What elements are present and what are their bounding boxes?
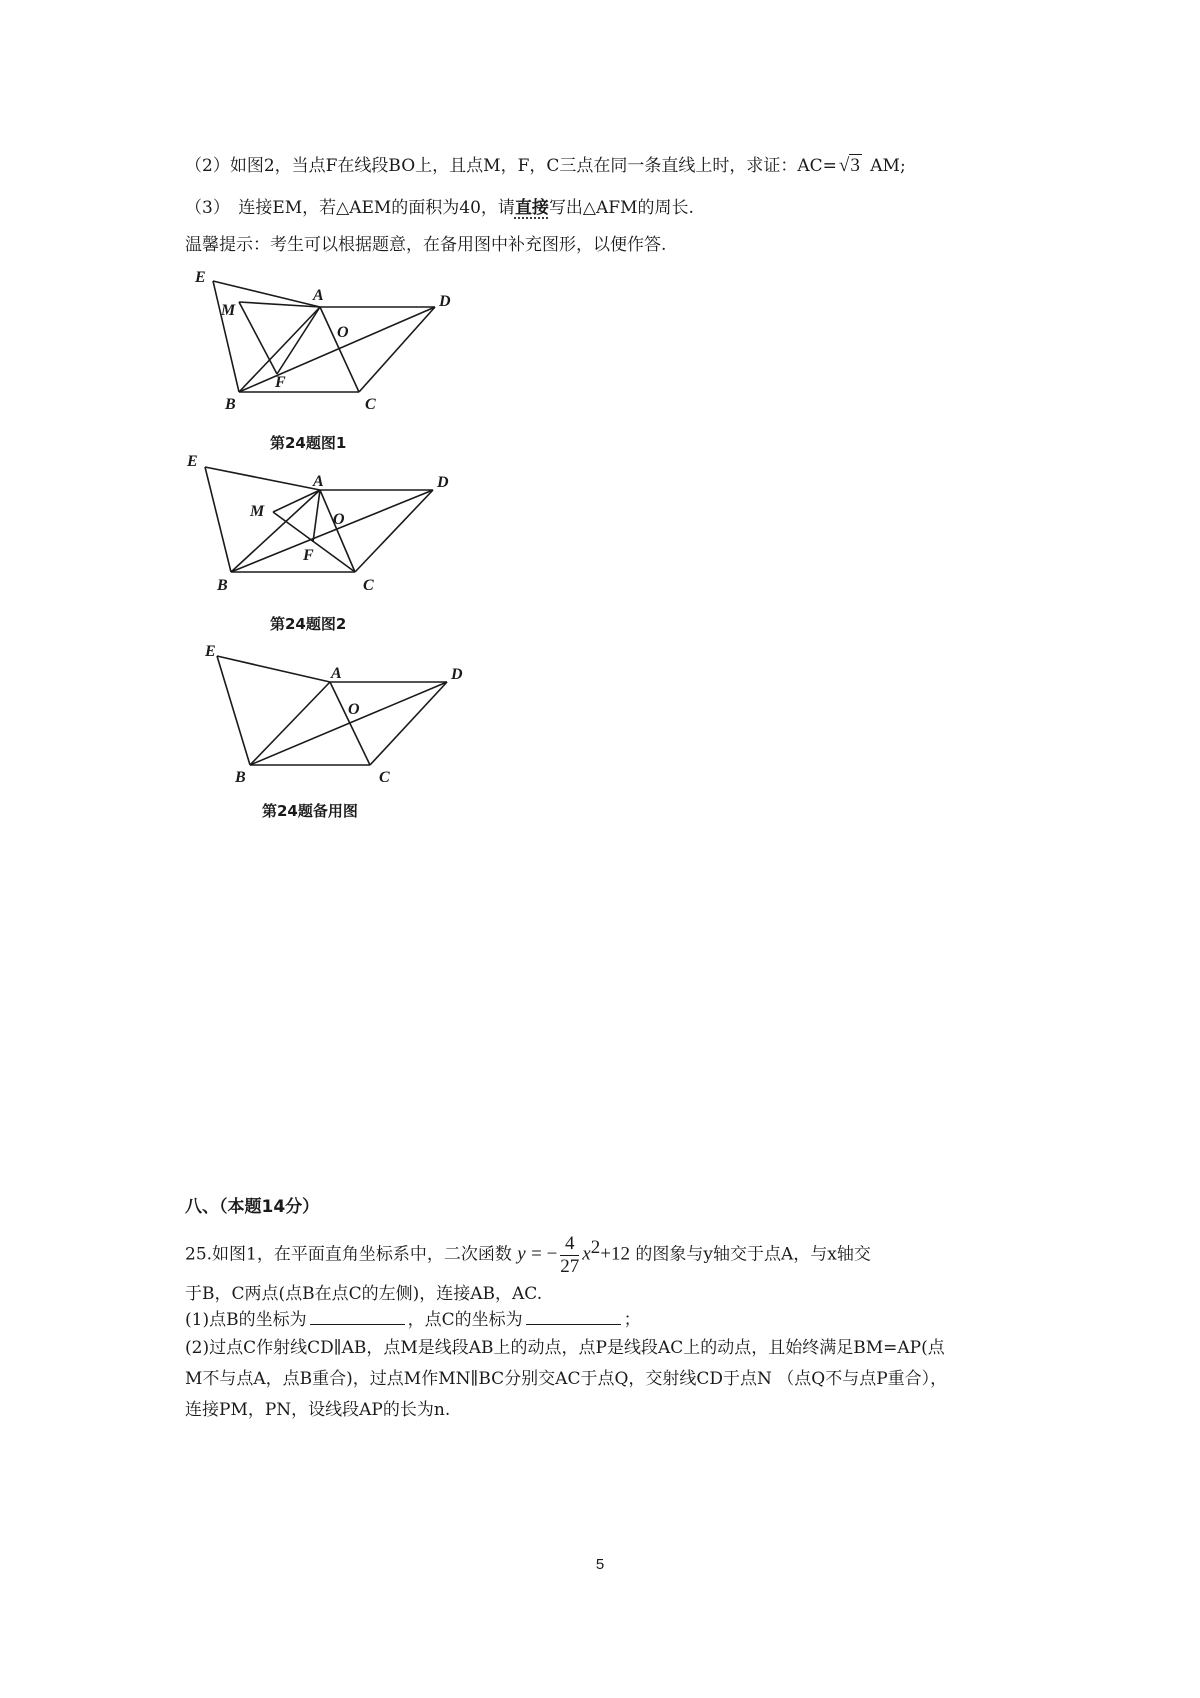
q24-part2-prefix: （2）如图2，当点F在线段BO上，且点M，F，C三点在同一条直线上时，求证：AC= xyxy=(185,156,837,176)
figure-1-diagram xyxy=(195,262,495,422)
q24-part3 xyxy=(185,196,694,220)
fig3-label-E: E xyxy=(205,643,216,660)
fig2-label-F: F xyxy=(303,547,314,564)
figure-3-diagram xyxy=(195,636,495,796)
q25-line2: 于B，C两点(点B在点C的左侧)，连接AB，AC. xyxy=(185,1284,543,1304)
q24-part3-suffix: 写出△AFM的周长. xyxy=(548,198,694,218)
fig1-label-B: B xyxy=(225,396,236,413)
fig3-label-O: O xyxy=(348,701,360,718)
seg-CD xyxy=(370,682,447,765)
seg-EA xyxy=(205,467,320,490)
fig1-label-C: C xyxy=(365,396,376,413)
fig3-label-A: A xyxy=(331,665,342,682)
fig1-label-A: A xyxy=(313,287,324,304)
fig2-label-M: M xyxy=(250,503,265,520)
fig2-label-A: A xyxy=(313,473,324,490)
fig2-label-C: C xyxy=(363,577,374,594)
sqrt-expression: √3 xyxy=(838,155,860,176)
figure-1 xyxy=(195,262,495,426)
q24-part3-emphasis: 直接 xyxy=(514,198,549,218)
seg-BD xyxy=(250,682,447,765)
q25-intro-prefix: 25.如图1，在平面直角坐标系中，二次函数 xyxy=(185,1244,512,1265)
q25-intro xyxy=(185,1224,871,1279)
q25-part2-line2: M不与点A，点B重合)，过点M作MN∥BC分别交AC于点Q，交射线CD于点N （点Q不与点P重合）， xyxy=(185,1369,948,1389)
seg-CD xyxy=(359,307,435,392)
fig1-label-D: D xyxy=(439,293,451,310)
q24-part3-prefix: （3） 连接EM，若△AEM的面积为40，请 xyxy=(185,198,515,218)
figure-3 xyxy=(195,636,495,800)
q24-part2-suffix: AM; xyxy=(864,156,906,176)
fig1-label-O: O xyxy=(337,324,349,341)
q25-intro-suffix: 的图象与y轴交于点A，与x轴交 xyxy=(635,1244,871,1265)
q24-part2 xyxy=(185,154,906,178)
q25-part1-b: ，点C的坐标为 xyxy=(407,1310,523,1330)
formula-y: y xyxy=(517,1243,526,1265)
formula-fraction xyxy=(560,1233,579,1278)
q24-hint: 温馨提示：考生可以根据题意，在备用图中补充图形，以便作答. xyxy=(185,235,667,255)
fig2-label-O: O xyxy=(333,511,345,528)
fig2-label-E: E xyxy=(187,453,198,470)
fig3-label-C: C xyxy=(379,769,390,786)
formula-constant: +12 xyxy=(600,1243,630,1265)
q25-part1 xyxy=(185,1308,641,1332)
fraction-denominator: 27 xyxy=(560,1255,580,1277)
seg-AC xyxy=(320,307,359,392)
fig1-label-M: M xyxy=(221,302,236,319)
seg-EB xyxy=(217,656,250,765)
seg-MF xyxy=(239,302,277,374)
formula-exponent: 2 xyxy=(590,1237,601,1258)
q25-part1-a: (1)点B的坐标为 xyxy=(185,1310,307,1330)
seg-MA xyxy=(273,490,320,512)
fig3-label-D: D xyxy=(451,666,463,683)
seg-FA xyxy=(277,307,320,374)
formula-x: x xyxy=(582,1243,591,1265)
answer-blank-C[interactable] xyxy=(526,1308,621,1325)
seg-EA xyxy=(217,656,330,682)
page-number: 5 xyxy=(595,1556,605,1573)
fig1-label-F: F xyxy=(275,374,286,391)
seg-BA xyxy=(250,682,330,765)
q25-part1-c: ； xyxy=(623,1310,641,1330)
q25-part2-line1: (2)过点C作射线CD∥AB，点M是线段AB上的动点，点P是线段AC上的动点，且始终满足BM=AP(点 xyxy=(185,1338,945,1358)
figure-2-diagram xyxy=(187,452,495,612)
section-title: 八、（本题14分） xyxy=(185,1197,320,1217)
seg-EB xyxy=(205,467,231,572)
seg-EB xyxy=(213,281,239,392)
answer-blank-B[interactable] xyxy=(310,1308,405,1325)
seg-CD xyxy=(355,490,433,572)
fig1-label-E: E xyxy=(195,269,206,286)
figure-2-caption: 第24题图2 xyxy=(270,615,347,633)
figure-3-caption: 第24题备用图 xyxy=(262,802,358,820)
figure-1-caption: 第24题图1 xyxy=(270,434,347,452)
seg-FA xyxy=(313,490,320,542)
sqrt-radicand: 3 xyxy=(850,155,860,176)
figure-2 xyxy=(187,452,495,616)
fig2-label-B: B xyxy=(217,577,228,594)
q25-part2-line3: 连接PM，PN，设线段AP的长为n. xyxy=(185,1400,451,1420)
seg-BD xyxy=(239,307,435,392)
fig2-label-D: D xyxy=(437,474,449,491)
formula-eq: = − xyxy=(531,1243,558,1265)
fraction-numerator: 4 xyxy=(560,1233,579,1256)
fig3-label-B: B xyxy=(235,769,246,786)
